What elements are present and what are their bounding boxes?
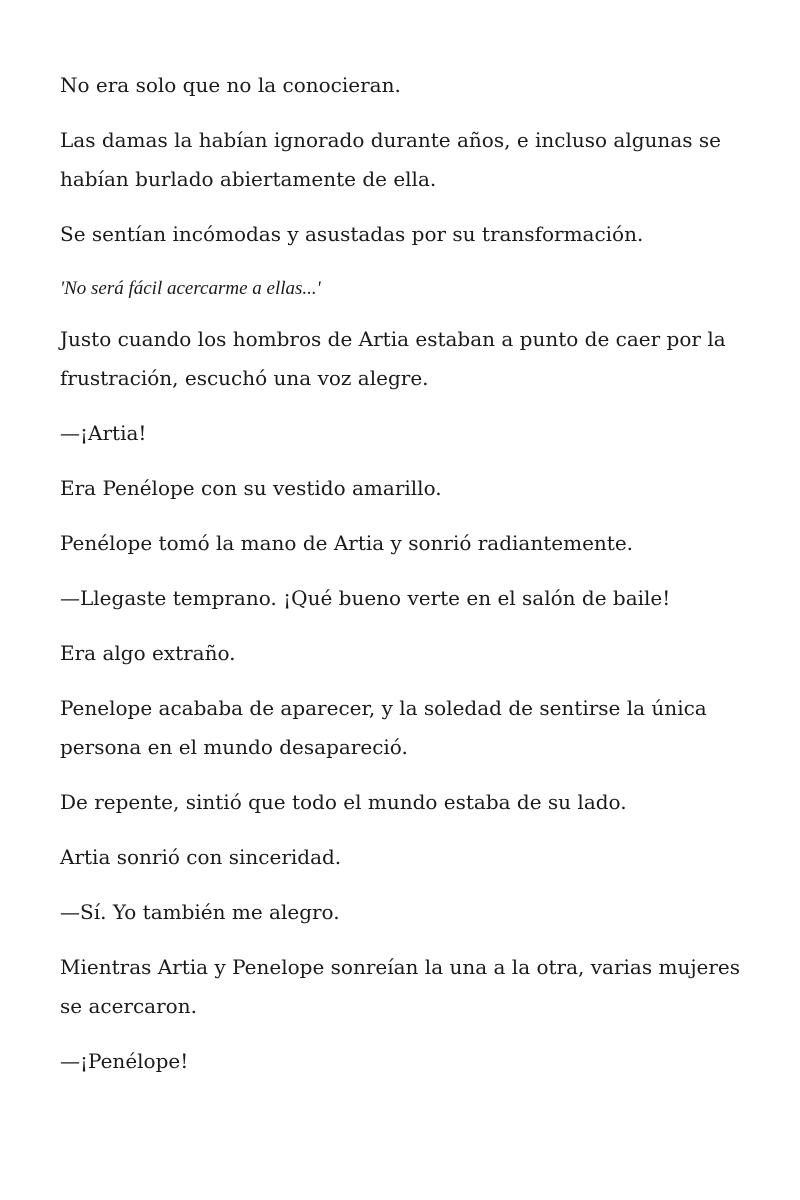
paragraph: Penelope acababa de aparecer, y la soledad de sentirse la única persona en el mundo desapareció. [60, 696, 707, 759]
paragraph: Justo cuando los hombros de Artia estaban a punto de caer por la frustración, escuchó una voz alegre. [60, 327, 726, 390]
story-page [60, 66, 750, 1097]
paragraph: Se sentían incómodas y asustadas por su transformación. [60, 222, 644, 246]
dialogue-line: —Llegaste temprano. ¡Qué bueno verte en el salón de baile! [60, 586, 671, 610]
paragraph: Era Penélope con su vestido amarillo. [60, 476, 442, 500]
paragraph: No era solo que no la conocieran. [60, 73, 401, 97]
paragraph: De repente, sintió que todo el mundo estaba de su lado. [60, 790, 627, 814]
paragraph: Las damas la habían ignorado durante años, e incluso algunas se habían burlado abiertamente de ella. [60, 128, 721, 191]
dialogue-line: —Sí. Yo también me alegro. [60, 900, 340, 924]
dialogue-line: —¡Artia! [60, 421, 147, 445]
paragraph: Artia sonrió con sinceridad. [60, 845, 342, 869]
paragraph: Penélope tomó la mano de Artia y sonrió radiantemente. [60, 531, 634, 555]
inner-thought: 'No será fácil acercarme a ellas...' [60, 278, 321, 299]
paragraph: Mientras Artia y Penelope sonreían la una a la otra, varias mujeres se acercaron. [60, 955, 741, 1018]
paragraph: Era algo extraño. [60, 641, 236, 665]
dialogue-line: —¡Penélope! [60, 1049, 189, 1073]
